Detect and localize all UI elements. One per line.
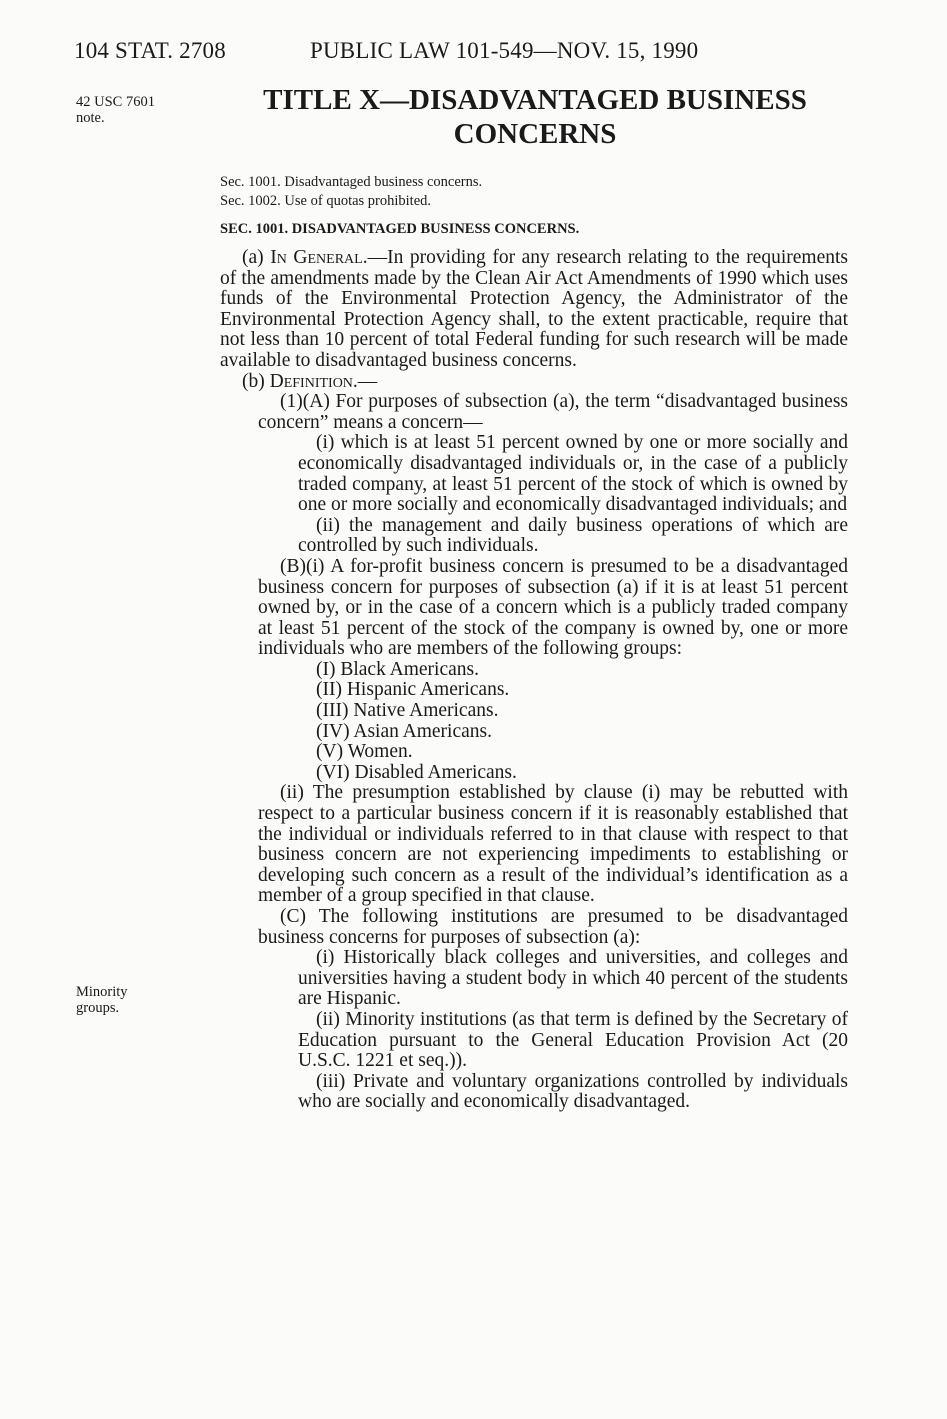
section-body xyxy=(220,248,848,1113)
clause-1B-ii: (ii) The presumption established by clause (i) may be rebutted with respect to a particular business concern if it is reasonably established that the individual or individuals referred to in that clause with respect to that business concern are not experiencing impediments to establishing or developing such concern as a result of the individual’s identification as a member of a group specified in that clause. xyxy=(258,782,848,907)
group-item: (I) Black Americans. xyxy=(316,658,479,680)
subsection-a-caption: In General xyxy=(270,247,363,268)
section-heading: SEC. 1001. DISADVANTAGED BUSINESS CONCERNS. xyxy=(220,221,580,237)
paragraph-1B-i: (B)(i) A for-profit business concern is presumed to be a disadvantaged business concern for purposes of subsection (a) if it is at least 51 percent owned by, or in the case of a concern which is a publicly traded company at least 51 percent of the stock of the company is owned by, one or more individuals who are members of the following groups: xyxy=(258,555,848,660)
subsection-b xyxy=(220,372,848,393)
margin-note-minority-line1: Minority xyxy=(76,984,128,1000)
paragraph-1A: (1)(A) For purposes of subsection (a), the term “disadvantaged business concern” means a concern— xyxy=(258,391,848,433)
running-header: PUBLIC LAW 101-549—NOV. 15, 1990 xyxy=(310,38,699,63)
clause-1A-i: (i) which is at least 51 percent owned by one or more socially and economically disadvantaged individuals or, in the case of a publicly traded company, at least 51 percent of the stock of which is owned by one or more socially and economically disadvantaged individuals; and xyxy=(298,432,848,516)
paragraph-1C: (C) The following institutions are presumed to be disadvantaged business concerns for purposes of subsection (a): xyxy=(258,906,848,948)
margin-note-usc-line2: note. xyxy=(76,110,105,126)
subsection-a-text: .—In providing for any research relating to the requirements of the amendments made by the Clean Air Act Amendments of 1990 which uses funds of the Environmental Protection Agency, the Administrator of the Environmental Protection Agency shall, to the extent practicable, require that not less than 10 percent of total Federal funding for such research will be made available to disadvantaged business concerns. xyxy=(220,247,848,371)
margin-note-minority-groups xyxy=(76,984,128,1016)
group-item: (V) Women. xyxy=(316,741,413,763)
group-item: (VI) Disabled Americans. xyxy=(316,761,517,783)
title-line-2: CONCERNS xyxy=(453,118,617,150)
margin-note-usc-line1: 42 USC 7601 xyxy=(76,94,155,110)
title-line-1: TITLE X—DISADVANTAGED BUSINESS xyxy=(263,84,807,116)
margin-note-usc xyxy=(76,94,155,126)
subsection-a xyxy=(220,248,848,372)
page-stat-citation: 104 STAT. 2708 xyxy=(74,38,226,63)
clause-1C-i: (i) Historically black colleges and universities, and colleges and universities having a student body in which 40 percent of the students are Hispanic. xyxy=(298,947,848,1010)
subsection-b-text: .— xyxy=(352,370,378,392)
clause-1C-iii: (iii) Private and voluntary organizations controlled by individuals who are socially and economically disadvantaged. xyxy=(298,1070,848,1113)
clause-1C-ii: (ii) Minority institutions (as that term is defined by the Secretary of Education pursuant to the General Education Provision Act (20 U.S.C. 1221 et seq.)). xyxy=(298,1008,848,1072)
table-of-contents xyxy=(220,173,482,211)
group-item: (III) Native Americans. xyxy=(316,700,499,722)
subsection-b-label: (b) xyxy=(242,370,270,392)
toc-entry: Sec. 1001. Disadvantaged business concerns. xyxy=(220,174,483,190)
margin-note-minority-line2: groups. xyxy=(76,1000,120,1016)
subsection-b-caption: Definition xyxy=(269,370,353,392)
group-item: (II) Hispanic Americans. xyxy=(316,679,510,701)
group-item: (IV) Asian Americans. xyxy=(316,720,492,742)
title-heading xyxy=(220,83,850,151)
toc-entry: Sec. 1002. Use of quotas prohibited. xyxy=(220,193,432,209)
subsection-a-label: (a) xyxy=(242,247,271,268)
clause-1A-ii: (ii) the management and daily business operations of which are controlled by such individuals. xyxy=(298,514,848,557)
